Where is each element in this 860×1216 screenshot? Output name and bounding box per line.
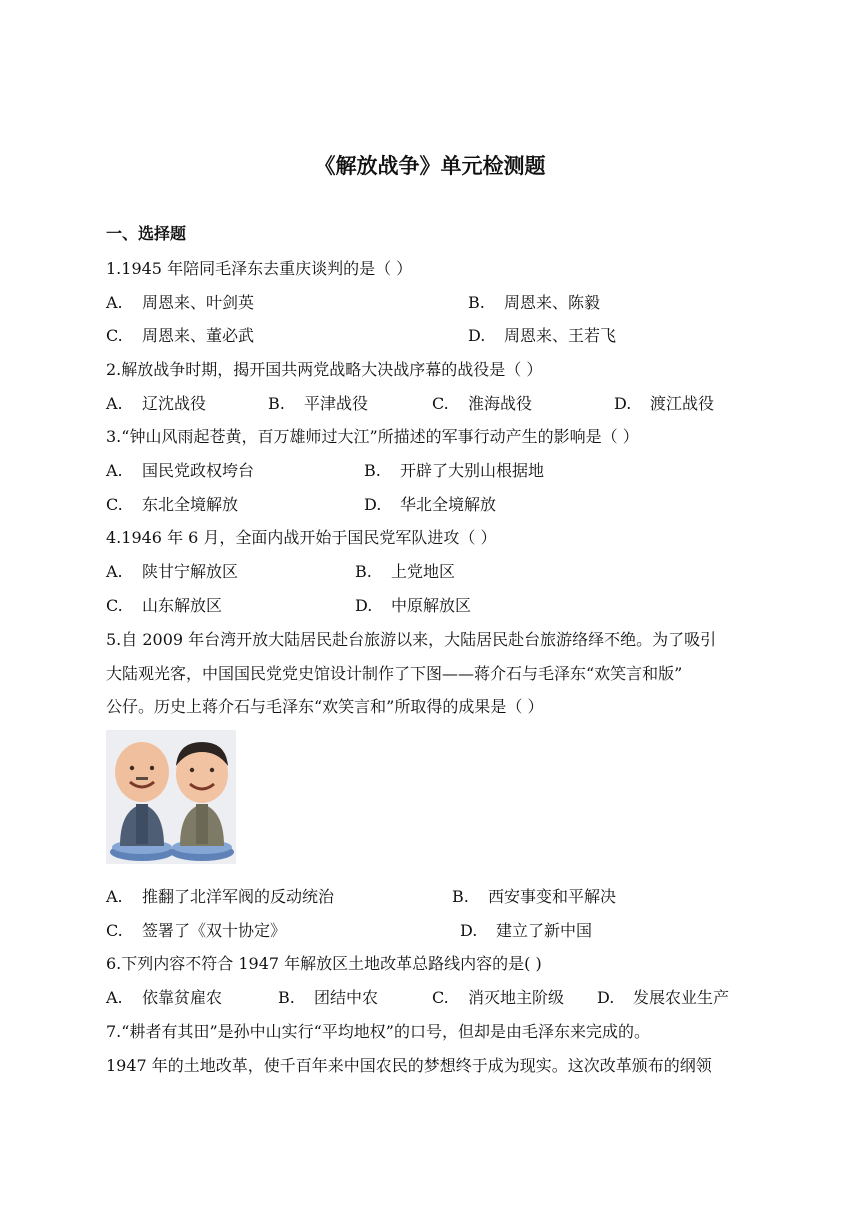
page-title: 《解放战争》单元检测题 [314, 154, 546, 178]
q5-option-b[interactable]: B. 西安事变和平解决 [452, 887, 617, 906]
q3-option-c[interactable]: C. 东北全境解放 [106, 495, 239, 514]
q6-option-a[interactable]: A. 依靠贫雇农 [106, 988, 223, 1007]
question-5-stem-line-3: 公仔。历史上蒋介石与毛泽东“欢笑言和”所取得的成果是（ ） [106, 697, 544, 716]
q3-option-d[interactable]: D. 华北全境解放 [364, 495, 497, 514]
q5-option-a[interactable]: A. 推翻了北洋军阀的反动统治 [106, 887, 335, 906]
q4-option-b[interactable]: B. 上党地区 [355, 562, 456, 581]
bobblehead-figurines-photo [106, 730, 236, 864]
q6-option-c[interactable]: C. 消灭地主阶级 [432, 988, 565, 1007]
q1-option-b[interactable]: B. 周恩来、陈毅 [468, 293, 601, 312]
question-3-stem: 3.“钟山风雨起苍黄，百万雄师过大江”所描述的军事行动产生的影响是（ ） [106, 427, 639, 446]
question-6-stem: 6.下列内容不符合 1947 年解放区土地改革总路线内容的是( ) [106, 954, 542, 973]
q2-option-a[interactable]: A. 辽沈战役 [106, 394, 207, 413]
q6-option-b[interactable]: B. 团结中农 [278, 988, 379, 1007]
q4-option-d[interactable]: D. 中原解放区 [355, 596, 472, 615]
question-7-stem-line-2: 1947 年的土地改革，使千百年来中国农民的梦想终于成为现实。这次改革颁布的纲领 [106, 1056, 712, 1075]
question-4-stem: 4.1946 年 6 月，全面内战开始于国民党军队进攻（ ） [106, 528, 497, 547]
section-heading: 一、选择题 [106, 224, 187, 243]
figurines-illustration [106, 730, 236, 864]
q3-option-b[interactable]: B. 开辟了大别山根据地 [364, 461, 545, 480]
q6-option-d[interactable]: D. 发展农业生产 [597, 988, 730, 1007]
q4-option-a[interactable]: A. 陕甘宁解放区 [106, 562, 239, 581]
q1-option-c[interactable]: C. 周恩来、董必武 [106, 326, 255, 345]
question-1-stem: 1.1945 年陪同毛泽东去重庆谈判的是（ ） [106, 259, 413, 278]
question-7-stem-line-1: 7.“耕者有其田”是孙中山实行“平均地权”的口号，但却是由毛泽东来完成的。 [106, 1022, 650, 1041]
question-5-stem-line-2: 大陆观光客，中国国民党党史馆设计制作了下图——蒋介石与毛泽东“欢笑言和版” [106, 664, 683, 683]
q2-option-c[interactable]: C. 淮海战役 [432, 394, 533, 413]
q2-option-b[interactable]: B. 平津战役 [268, 394, 369, 413]
q3-option-a[interactable]: A. 国民党政权垮台 [106, 461, 255, 480]
q5-option-c[interactable]: C. 签署了《双十协定》 [106, 921, 287, 940]
q1-option-a[interactable]: A. 周恩来、叶剑英 [106, 293, 255, 312]
q5-option-d[interactable]: D. 建立了新中国 [460, 921, 593, 940]
q4-option-c[interactable]: C. 山东解放区 [106, 596, 223, 615]
question-5-stem-line-1: 5.自 2009 年台湾开放大陆居民赴台旅游以来，大陆居民赴台旅游络绎不绝。为了吸引 [106, 630, 717, 649]
q2-option-d[interactable]: D. 渡江战役 [614, 394, 715, 413]
question-2-stem: 2.解放战争时期，揭开国共两党战略大决战序幕的战役是（ ） [106, 360, 543, 379]
q1-option-d[interactable]: D. 周恩来、王若飞 [468, 326, 617, 345]
